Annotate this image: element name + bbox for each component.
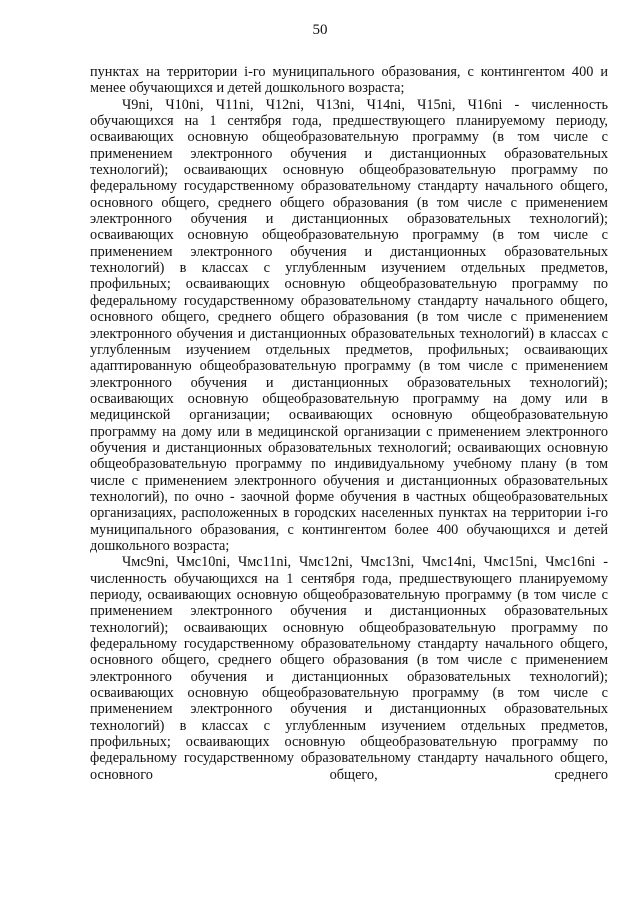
text-line: предметов, профильных; осваивающих основную общеобразовательную	[90, 260, 609, 293]
text-line: пунктах на территории i-го муниципального образования, с контингентом более	[90, 505, 608, 538]
text-line: обучающихся на 1 сентября года, предшествующего планируемому периоду,	[90, 113, 608, 130]
text-line: (в том числе с применением электронного обучения и дистанционных	[90, 587, 608, 620]
text-line: изучением отдельных предметов, профильных; осваивающих основную	[90, 717, 608, 751]
text-line: и дистанционных образовательных технологий; осваивающих основную	[152, 439, 608, 456]
text-line: и дистанционных образовательных технологий) в классах с углубленным	[90, 701, 609, 734]
paragraph-chms-definition	[90, 554, 608, 783]
text-line: технологий); осваивающих основную общеобразовательную программу	[90, 162, 578, 179]
text-line: Ч9ni, Ч10ni, Ч11ni, Ч12ni, Ч13ni, Ч14ni, Ч15ni, Ч16ni - численность	[122, 96, 608, 113]
text-line: образовательных технологий) в классах с углубленным изучением отдельных	[90, 325, 609, 358]
text-line: и дистанционных образовательных технологий); осваивающих основную	[90, 374, 608, 407]
text-line: общеобразовательных организациях, расположенных в городских населенных	[90, 488, 608, 522]
text-line: и менее обучающихся и детей дошкольного возраста;	[90, 64, 609, 97]
text-line: (в том числе с применением электронного обучения и дистанционных	[90, 309, 609, 342]
text-line: начального общего, основного общего, среднего общего образования	[90, 292, 608, 326]
text-line: пунктах на территории i-го муниципального образования, с контингентом 400	[90, 64, 594, 80]
text-line: общеобразовательную программу по федеральному государственному	[90, 734, 609, 767]
text-line: образовательных технологий); осваивающих основную общеобразовательную	[90, 668, 608, 702]
page-number: 50	[312, 22, 328, 38]
text-line: программу по федеральному государственному образовательному стандарту	[90, 276, 608, 309]
paragraph-continuation	[90, 64, 608, 97]
text-line: с применением электронного обучения и дистанционных образовательных	[90, 194, 608, 228]
text-line: программу по федеральному государственному образовательному стандарту	[90, 619, 608, 653]
text-line: численность обучающихся на 1 сентября года, предшествующего планируемому	[90, 570, 608, 587]
text-line: осваивающих основную общеобразовательную программу на дому или	[90, 407, 609, 440]
text-line: с применением электронного обучения и дистанционных образовательных	[90, 129, 608, 162]
paragraph-ch-definition	[90, 97, 608, 555]
text-line: технологий); осваивающих основную общеобразовательную программу	[90, 211, 608, 244]
text-line: по федеральному государственному образовательному стандарту начального	[90, 162, 608, 195]
text-line: (в том числе с применением электронного обучения и дистанционных	[90, 227, 608, 260]
text-line: образовательных технологий), по очно - заочной форме обучения в частных	[90, 472, 608, 505]
text-line: общеобразовательную программу на дому или в медицинской организации;	[90, 390, 608, 424]
text-line: в медицинской организации с применением электронного обучения	[90, 423, 608, 456]
text-line: осваивающих основную общеобразовательную программу (в том числе	[90, 129, 588, 146]
text-line: (в том числе с применением электронного обучения и дистанционных	[90, 456, 608, 489]
text-line: Чмс9ni, Чмс10ni, Чмс11ni, Чмс12ni, Чмс13ni, Чмс14ni, Чмс15ni, Чмс16ni -	[122, 554, 608, 571]
text-line: программу (в том числе с применением электронного обучения	[90, 358, 608, 391]
text-line: 400 обучающихся и детей дошкольного возраста;	[90, 521, 608, 554]
text-line: общеобразовательную программу по индивидуальному учебному плану	[90, 456, 557, 473]
text-line: предметов, профильных; осваивающих адаптированную общеобразовательную	[90, 341, 608, 375]
text-line: программу (в том числе с применением электронного обучения	[90, 685, 608, 718]
text-line: образовательных технологий) в классах с углубленным изучением отдельных	[90, 243, 609, 277]
text-line: начального общего, основного общего, среднего общего образования	[90, 636, 608, 669]
text-line: периоду, осваивающих основную общеобразовательную программу	[90, 587, 512, 603]
text-line: (в том числе с применением электронного обучения и дистанционных	[90, 652, 609, 685]
document-body	[90, 64, 608, 783]
text-line: образовательных технологий); осваивающих основную общеобразовательную	[90, 603, 609, 636]
text-line: образовательному стандарту начального общего, основного общего, среднего	[90, 750, 608, 783]
text-line: общего, основного общего, среднего общего образования (в том числе	[90, 178, 608, 211]
